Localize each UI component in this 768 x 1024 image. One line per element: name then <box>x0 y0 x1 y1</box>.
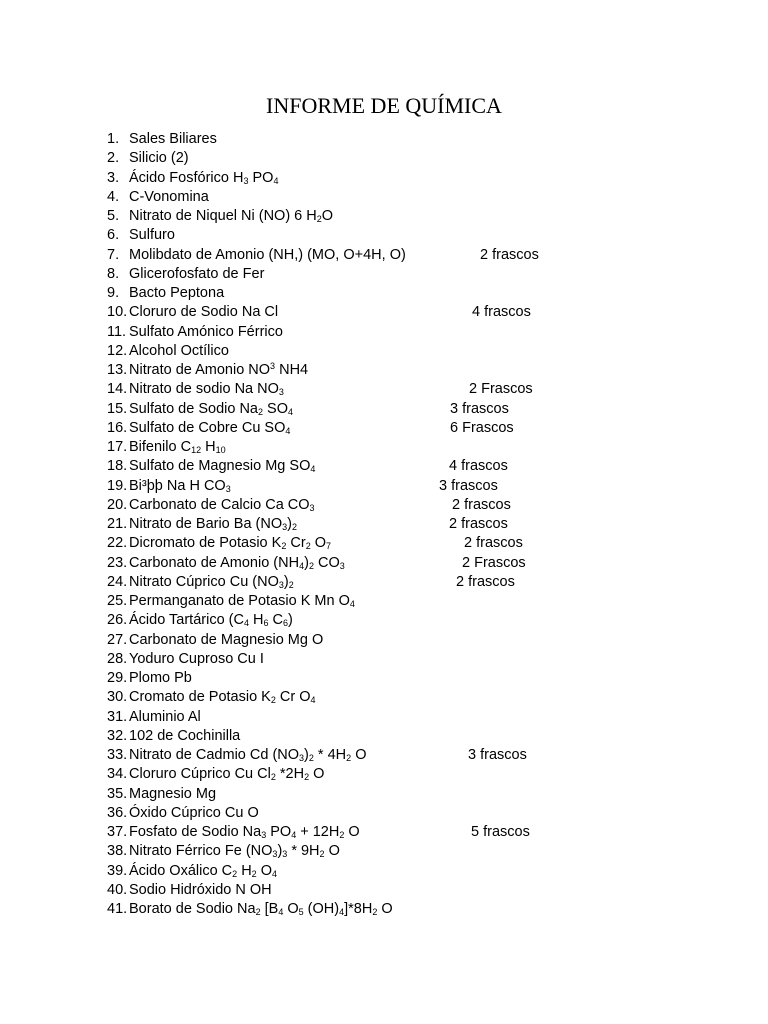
item-text: Ácido Fosfórico H <box>129 169 244 186</box>
list-item <box>0 823 768 842</box>
item-text: Cloruro de Sodio Na Cl <box>129 304 279 321</box>
item-text: O <box>324 843 340 860</box>
subscript: 2 <box>257 406 263 417</box>
list-item <box>0 207 768 226</box>
list-item <box>0 169 768 188</box>
item-name <box>129 823 360 842</box>
list-item <box>0 765 768 784</box>
subscript: 2 <box>308 753 314 763</box>
item-quantity: 2 frascos <box>449 516 508 532</box>
item-quantity: 3 frascos <box>450 400 509 417</box>
subscript: 3 <box>339 560 345 571</box>
item-text: Glicerofosfato de Fer <box>129 265 265 282</box>
item-name <box>129 688 316 707</box>
subscript: 2 <box>255 907 261 917</box>
subscript: 3 <box>278 579 284 590</box>
list-item <box>0 149 768 168</box>
item-number: 15. <box>107 400 128 417</box>
item-text: Ácido Oxálico C <box>129 862 233 879</box>
subscript: 5 <box>298 907 304 917</box>
item-text: Sales Biliares <box>129 131 217 147</box>
item-name <box>129 650 264 669</box>
item-name <box>129 804 259 823</box>
list-item <box>0 438 768 457</box>
list-item <box>0 708 768 727</box>
item-quantity: 2 frascos <box>480 246 539 263</box>
list-item <box>0 515 768 534</box>
item-quantity: 2 frascos <box>456 573 515 590</box>
item-text: O <box>377 901 393 917</box>
item-quantity: 2 frascos <box>452 496 511 513</box>
item-text: O <box>256 862 272 879</box>
item-name <box>129 496 315 515</box>
item-text: Carbonato de Amonio (NH <box>129 554 300 571</box>
subscript: 6 <box>263 618 269 629</box>
item-name <box>129 708 201 727</box>
item-name <box>129 207 333 226</box>
item-name <box>129 438 226 457</box>
item-name <box>129 284 224 303</box>
item-text: O <box>351 747 367 763</box>
subscript: 4 <box>273 175 279 186</box>
item-text: ) <box>277 843 283 860</box>
item-name <box>129 419 290 438</box>
subscript: 4 <box>310 464 316 475</box>
subscript: 3 <box>261 830 267 840</box>
item-name <box>129 592 355 611</box>
item-number: 11. <box>107 323 127 340</box>
item-name <box>129 246 406 265</box>
list-item <box>0 246 768 265</box>
subscript: 2 <box>372 907 378 917</box>
item-number: 17. <box>107 439 128 455</box>
item-number: 10. <box>107 304 128 321</box>
subscript: 4 <box>310 695 316 706</box>
item-text: Sulfuro <box>129 227 175 244</box>
item-text: O <box>310 535 327 552</box>
subscript: 2 <box>291 522 297 532</box>
list-item <box>0 785 768 804</box>
item-number: 16. <box>107 419 128 436</box>
item-text: Bacto Peptona <box>129 285 225 301</box>
item-number: 23. <box>107 554 128 571</box>
item-quantity: 4 frascos <box>472 304 531 321</box>
item-name <box>129 342 229 361</box>
list-item <box>0 573 768 592</box>
item-text: ) <box>304 554 309 571</box>
item-quantity: 3 frascos <box>468 747 527 763</box>
subscript: 10 <box>215 445 226 455</box>
item-name <box>129 534 331 553</box>
item-name <box>129 881 272 900</box>
item-text: C <box>268 612 283 629</box>
item-text: Nitrato Férrico Fe (NO <box>129 843 273 860</box>
item-text: O <box>283 901 299 917</box>
subscript: 3 <box>282 522 288 532</box>
subscript: 2 <box>288 579 294 590</box>
item-number: 7. <box>107 246 120 263</box>
item-number: 20. <box>107 496 128 513</box>
item-name <box>129 631 323 650</box>
subscript: 2 <box>319 849 325 860</box>
item-name <box>129 457 315 476</box>
list-item <box>0 130 768 149</box>
list-item <box>0 592 768 611</box>
item-text: O <box>321 208 334 224</box>
item-number: 33. <box>107 747 128 763</box>
item-number: 35. <box>107 785 128 802</box>
item-quantity: 5 frascos <box>471 824 530 840</box>
subscript: 3 <box>272 849 278 860</box>
list-item <box>0 554 768 573</box>
item-text: Borato de Sodio Na <box>129 901 256 917</box>
subscript: 2 <box>281 541 287 552</box>
item-number: 31. <box>107 708 128 725</box>
item-number: 5. <box>107 208 120 224</box>
item-text: Bi³þþ Na H CO <box>129 477 226 494</box>
item-number: 22. <box>107 535 128 552</box>
item-quantity: 4 frascos <box>449 458 508 475</box>
superscript: 3 <box>270 361 276 371</box>
subscript: 2 <box>270 772 276 783</box>
item-number: 37. <box>107 824 128 840</box>
item-text: Cloruro Cúprico Cu Cl <box>129 766 271 783</box>
item-number: 40. <box>107 881 128 898</box>
item-number: 30. <box>107 689 128 706</box>
item-number: 9. <box>107 285 120 301</box>
list-item <box>0 611 768 630</box>
list-item <box>0 265 768 284</box>
subscript: 4 <box>285 425 291 436</box>
list-item <box>0 900 768 919</box>
item-text: Aluminio Al <box>129 708 201 725</box>
item-quantity: 3 frascos <box>439 477 498 494</box>
item-text: Carbonato de Magnesio Mg O <box>129 631 324 648</box>
item-text: ) <box>287 516 292 532</box>
item-name <box>129 765 324 784</box>
subscript: 4 <box>349 599 355 609</box>
item-quantity: 6 Frascos <box>450 419 514 436</box>
item-name <box>129 361 308 380</box>
subscript: 4 <box>291 830 297 840</box>
list-item <box>0 419 768 438</box>
item-text: Nitrato de Amonio NO <box>129 362 271 378</box>
item-text: Cromato de Potasio K <box>129 689 271 706</box>
item-text: ) <box>288 612 293 629</box>
list-item <box>0 400 768 419</box>
item-number: 14. <box>107 381 128 398</box>
subscript: 12 <box>191 445 202 455</box>
list-item <box>0 477 768 496</box>
item-number: 39. <box>107 862 128 879</box>
item-name <box>129 669 192 688</box>
item-name <box>129 323 283 342</box>
subscript: 2 <box>308 560 314 571</box>
item-text: 102 de Cochinilla <box>129 727 241 744</box>
item-name <box>129 611 293 630</box>
item-text: ]*8H <box>344 901 373 917</box>
item-text: Nitrato de Cadmio Cd (NO <box>129 747 300 763</box>
item-name <box>129 265 264 284</box>
list-item <box>0 284 768 303</box>
item-name <box>129 727 240 746</box>
item-text: Sulfato de Magnesio Mg SO <box>129 458 311 475</box>
item-name <box>129 226 175 245</box>
subscript: 2 <box>316 214 322 224</box>
subscript: 7 <box>326 541 332 552</box>
subscript: 4 <box>278 907 284 917</box>
item-name <box>129 188 209 207</box>
item-text: H <box>237 862 252 879</box>
item-text: Molibdato de Amonio (NH,) (MO, O+4H, O) <box>129 246 406 263</box>
item-quantity: 2 Frascos <box>462 554 526 571</box>
subscript: 3 <box>278 387 284 398</box>
item-text: Carbonato de Calcio Ca CO <box>129 496 310 513</box>
list-item <box>0 881 768 900</box>
item-text: C-Vonomina <box>129 188 209 205</box>
item-number: 26. <box>107 612 128 629</box>
item-text: Magnesio Mg <box>129 785 217 802</box>
item-text: * 9H <box>287 843 320 860</box>
item-text: PO <box>266 824 292 840</box>
item-number: 4. <box>107 188 120 205</box>
item-quantity: 2 frascos <box>464 535 523 552</box>
item-text: Sulfato de Sodio Na <box>129 400 258 417</box>
subscript: 2 <box>232 868 238 879</box>
list-item <box>0 804 768 823</box>
list-item <box>0 727 768 746</box>
item-name <box>129 573 294 592</box>
item-text: Bifenilo C <box>129 439 192 455</box>
list-item <box>0 303 768 322</box>
list-item <box>0 669 768 688</box>
item-number: 25. <box>107 593 128 609</box>
reagent-list <box>0 130 768 919</box>
item-text: Fosfato de Sodio Na <box>129 824 262 840</box>
item-name <box>129 515 297 534</box>
item-text: Alcohol Octílico <box>129 342 229 359</box>
list-item <box>0 457 768 476</box>
item-name <box>129 130 217 149</box>
list-item <box>0 862 768 881</box>
subscript: 4 <box>339 907 345 917</box>
item-number: 12. <box>107 342 128 359</box>
item-text: * 4H <box>313 747 347 763</box>
item-number: 36. <box>107 804 128 821</box>
item-number: 34. <box>107 766 128 783</box>
item-number: 28. <box>107 650 128 667</box>
subscript: 4 <box>272 868 278 879</box>
item-number: 19. <box>107 477 128 494</box>
item-number: 41. <box>107 901 128 917</box>
item-quantity: 2 Frascos <box>469 381 533 398</box>
item-name <box>129 169 278 188</box>
item-text: Dicromato de Potasio K <box>129 535 282 552</box>
item-text: Sodio Hidróxido N OH <box>129 881 272 898</box>
list-item <box>0 361 768 380</box>
list-item <box>0 650 768 669</box>
subscript: 4 <box>243 618 249 629</box>
item-text: Nitrato Cúprico Cu (NO <box>129 573 279 590</box>
item-name <box>129 380 284 399</box>
item-number: 13. <box>107 362 128 378</box>
item-number: 18. <box>107 458 128 475</box>
item-text: Nitrato de Niquel Ni (NO) 6 H <box>129 208 317 224</box>
item-text: CO <box>313 554 340 571</box>
item-name <box>129 746 366 765</box>
list-item <box>0 496 768 515</box>
item-name <box>129 400 293 419</box>
item-text: Sulfato de Cobre Cu SO <box>129 419 286 436</box>
item-text: Cr <box>286 535 306 552</box>
document-title: INFORME DE QUÍMICA <box>266 93 502 118</box>
subscript: 2 <box>251 868 257 879</box>
item-text: *2H <box>275 766 305 783</box>
item-number: 24. <box>107 573 128 590</box>
list-item <box>0 534 768 553</box>
item-name <box>129 785 216 804</box>
subscript: 6 <box>283 618 289 629</box>
list-item <box>0 688 768 707</box>
item-text: H <box>248 612 264 629</box>
subscript: 4 <box>287 406 293 417</box>
list-item <box>0 226 768 245</box>
item-text: H <box>201 439 216 455</box>
item-text: [B <box>260 901 279 917</box>
subscript: 2 <box>270 695 276 706</box>
item-number: 8. <box>107 265 120 282</box>
item-text: Óxido Cúprico Cu O <box>129 804 259 821</box>
item-name <box>129 554 345 573</box>
list-item <box>0 380 768 399</box>
subscript: 2 <box>339 830 345 840</box>
item-number: 1. <box>107 131 120 147</box>
item-name <box>129 900 393 919</box>
item-text: (OH) <box>303 901 340 917</box>
item-text: Nitrato de Bario Ba (NO <box>129 516 283 532</box>
item-number: 32. <box>107 727 128 744</box>
item-text: Plomo Pb <box>129 670 192 686</box>
item-number: 3. <box>107 169 120 186</box>
item-name <box>129 149 189 168</box>
item-name <box>129 477 231 496</box>
item-number: 38. <box>107 843 128 860</box>
item-number: 29. <box>107 670 128 686</box>
list-item <box>0 746 768 765</box>
item-text: ) <box>304 747 309 763</box>
item-text: O <box>309 766 325 783</box>
subscript: 3 <box>309 502 315 513</box>
item-text: Silicio (2) <box>129 150 189 167</box>
subscript: 2 <box>305 541 311 552</box>
item-number: 2. <box>107 150 120 167</box>
list-item <box>0 188 768 207</box>
subscript: 3 <box>243 175 249 186</box>
subscript: 3 <box>225 483 231 494</box>
list-item <box>0 323 768 342</box>
item-name <box>129 842 340 861</box>
item-number: 27. <box>107 631 128 648</box>
subscript: 2 <box>304 772 310 783</box>
item-text: Cr O <box>275 689 311 706</box>
list-item <box>0 342 768 361</box>
item-number: 21. <box>107 516 128 532</box>
item-text: NH4 <box>275 362 309 378</box>
subscript: 4 <box>299 560 305 571</box>
item-name <box>129 862 277 881</box>
item-name <box>129 303 278 322</box>
item-text: Ácido Tartárico (C <box>129 612 244 629</box>
item-text: Nitrato de sodio Na NO <box>129 381 279 398</box>
item-text: O <box>344 824 360 840</box>
subscript: 3 <box>299 753 305 763</box>
subscript: 2 <box>346 753 352 763</box>
item-text: ) <box>283 573 289 590</box>
subscript: 3 <box>282 849 288 860</box>
item-text: Sulfato Amónico Férrico <box>129 323 283 340</box>
list-item <box>0 631 768 650</box>
item-text: Permanganato de Potasio K Mn O <box>129 593 350 609</box>
item-text: + 12H <box>296 824 340 840</box>
list-item <box>0 842 768 861</box>
item-text: SO <box>263 400 288 417</box>
item-text: Yoduro Cuproso Cu I <box>129 650 264 667</box>
item-number: 6. <box>107 227 120 244</box>
item-text: PO <box>248 169 274 186</box>
